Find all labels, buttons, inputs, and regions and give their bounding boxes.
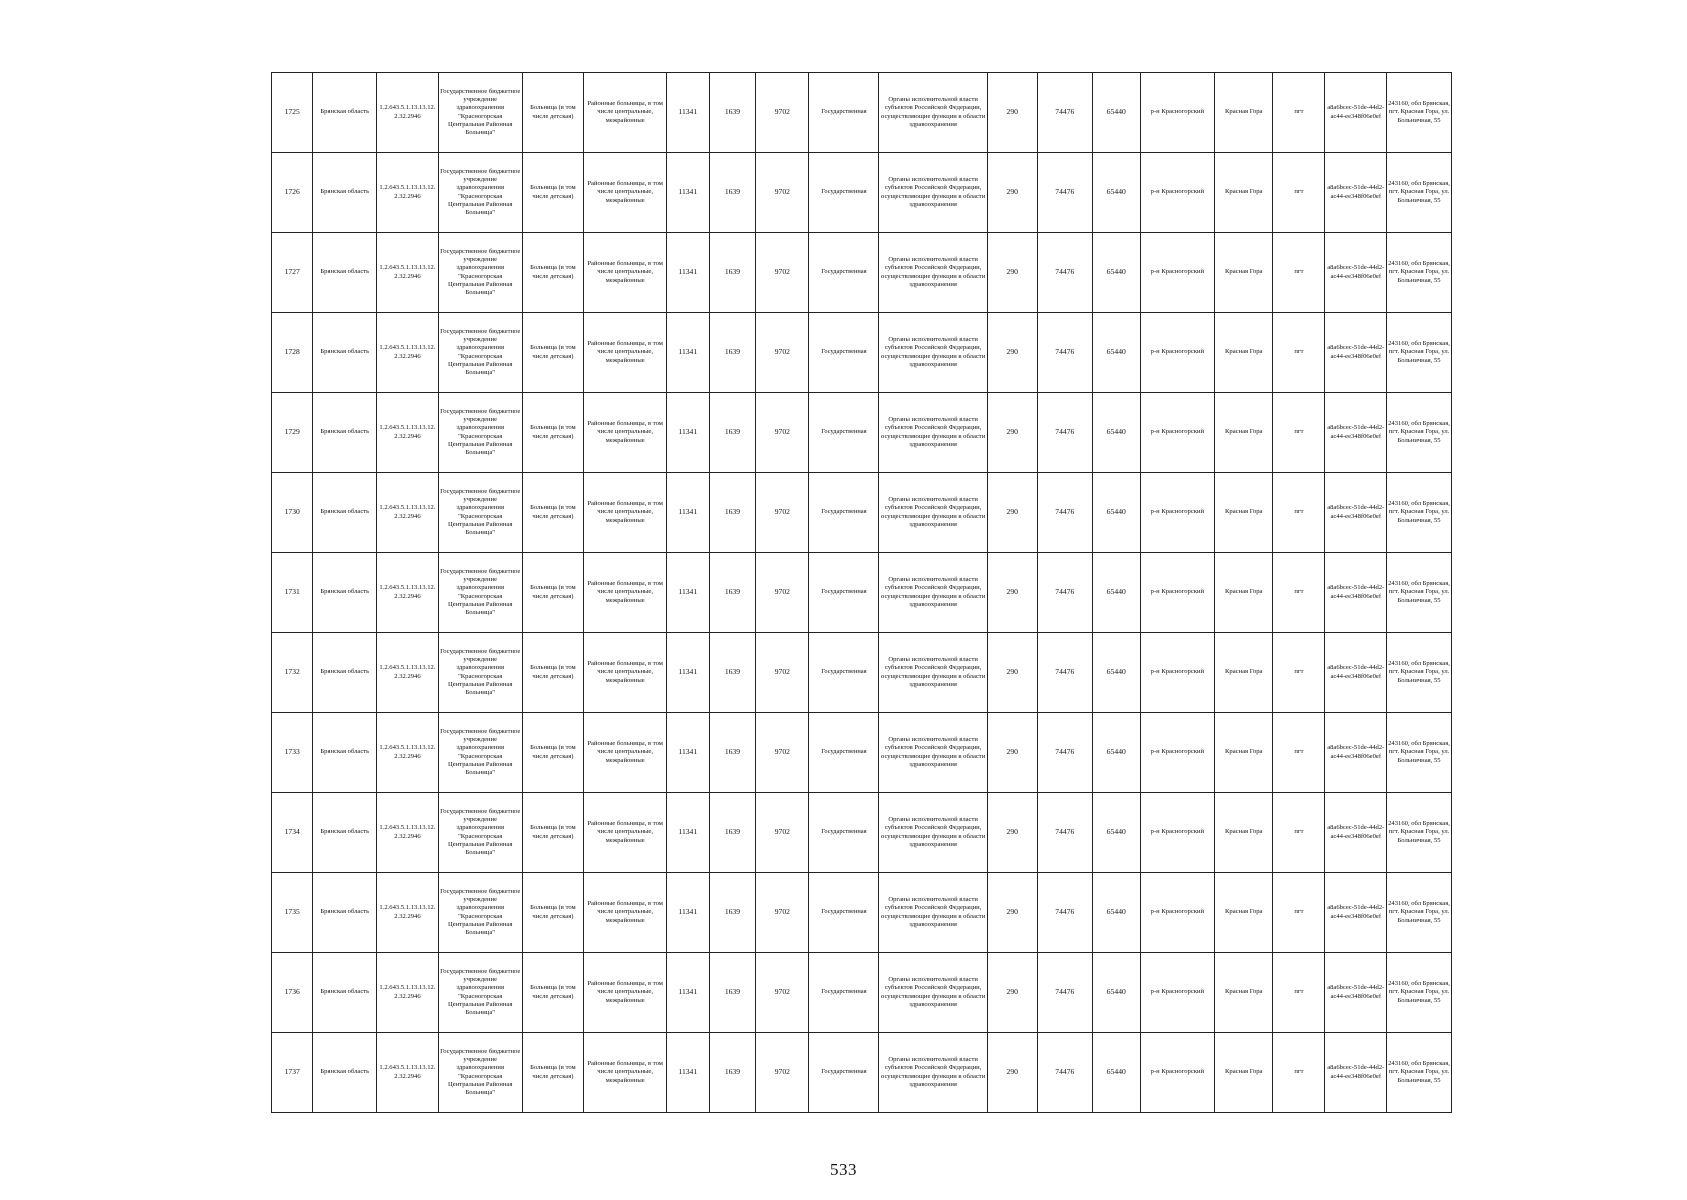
district-cell: р-н Красногорский — [1140, 1033, 1214, 1113]
locality-cell: Красная Гора — [1215, 233, 1273, 313]
code-b-cell: 1639 — [709, 473, 756, 553]
authority-cell: Органы исполнительной власти субъектов Российской Федерации, осуществляющие функции в области здравоохранения — [879, 553, 987, 633]
row-number: 1727 — [272, 233, 313, 313]
organization-name-cell: Государственное бюджетное учреждение здравоохранения "Красногорская Центральная Районная Больница" — [438, 553, 522, 633]
code-d-cell: 290 — [987, 153, 1037, 233]
registry-table-body — [272, 73, 1452, 1113]
row-number: 1737 — [272, 1033, 313, 1113]
ownership-cell: Государственная — [809, 73, 879, 153]
code-e-cell: 74476 — [1037, 873, 1092, 953]
code-b-cell: 1639 — [709, 793, 756, 873]
guid-cell: a8a6bcec-51de-44d2-ac44-ee348f06e0ef — [1325, 633, 1387, 713]
facility-type-cell: Больница (в том числе детская) — [522, 73, 584, 153]
region-cell: Брянская область — [313, 1033, 377, 1113]
code-d-cell: 290 — [987, 633, 1037, 713]
ownership-cell: Государственная — [809, 873, 879, 953]
code-c-cell: 9702 — [756, 393, 809, 473]
authority-cell: Органы исполнительной власти субъектов Российской Федерации, осуществляющие функции в области здравоохранения — [879, 793, 987, 873]
code-e-cell: 74476 — [1037, 73, 1092, 153]
oid-code-cell: 1.2.643.5.1.13.13.12.2.32.2946 — [377, 553, 439, 633]
code-a-cell: 11341 — [667, 233, 709, 313]
ownership-cell: Государственная — [809, 793, 879, 873]
code-b-cell: 1639 — [709, 1033, 756, 1113]
district-cell: р-н Красногорский — [1140, 633, 1214, 713]
code-e-cell: 74476 — [1037, 953, 1092, 1033]
code-e-cell: 74476 — [1037, 313, 1092, 393]
facility-type-cell: Больница (в том числе детская) — [522, 313, 584, 393]
code-f-cell: 65440 — [1092, 953, 1140, 1033]
code-d-cell: 290 — [987, 553, 1037, 633]
oid-code-cell: 1.2.643.5.1.13.13.12.2.32.2946 — [377, 73, 439, 153]
row-number: 1726 — [272, 153, 313, 233]
code-c-cell: 9702 — [756, 233, 809, 313]
code-b-cell: 1639 — [709, 633, 756, 713]
address-cell: 243160, обл Брянская, пгт. Красная Гора, ул. Больничная, 55 — [1387, 633, 1452, 713]
code-e-cell: 74476 — [1037, 553, 1092, 633]
region-cell: Брянская область — [313, 553, 377, 633]
code-d-cell: 290 — [987, 473, 1037, 553]
region-cell: Брянская область — [313, 633, 377, 713]
authority-cell: Органы исполнительной власти субъектов Российской Федерации, осуществляющие функции в области здравоохранения — [879, 313, 987, 393]
organization-name-cell: Государственное бюджетное учреждение здравоохранения "Красногорская Центральная Районная Больница" — [438, 793, 522, 873]
region-cell: Брянская область — [313, 793, 377, 873]
oid-code-cell: 1.2.643.5.1.13.13.12.2.32.2946 — [377, 713, 439, 793]
facility-type-cell: Больница (в том числе детская) — [522, 713, 584, 793]
registry-table — [271, 72, 1452, 1113]
locality-cell: Красная Гора — [1215, 633, 1273, 713]
authority-cell: Органы исполнительной власти субъектов Российской Федерации, осуществляющие функции в области здравоохранения — [879, 233, 987, 313]
code-b-cell: 1639 — [709, 73, 756, 153]
table-row — [272, 313, 1452, 393]
oid-code-cell: 1.2.643.5.1.13.13.12.2.32.2946 — [377, 473, 439, 553]
facility-category-cell: Районные больницы, в том числе центральные, межрайонные — [584, 153, 667, 233]
district-cell: р-н Красногорский — [1140, 393, 1214, 473]
facility-category-cell: Районные больницы, в том числе центральные, межрайонные — [584, 953, 667, 1033]
row-number: 1728 — [272, 313, 313, 393]
facility-category-cell: Районные больницы, в том числе центральные, межрайонные — [584, 393, 667, 473]
authority-cell: Органы исполнительной власти субъектов Российской Федерации, осуществляющие функции в области здравоохранения — [879, 713, 987, 793]
oid-code-cell: 1.2.643.5.1.13.13.12.2.32.2946 — [377, 393, 439, 473]
table-row — [272, 633, 1452, 713]
code-f-cell: 65440 — [1092, 633, 1140, 713]
table-row — [272, 713, 1452, 793]
code-e-cell: 74476 — [1037, 233, 1092, 313]
code-a-cell: 11341 — [667, 393, 709, 473]
table-row — [272, 553, 1452, 633]
table-row — [272, 793, 1452, 873]
organization-name-cell: Государственное бюджетное учреждение здравоохранения "Красногорская Центральная Районная Больница" — [438, 713, 522, 793]
address-cell: 243160, обл Брянская, пгт. Красная Гора, ул. Больничная, 55 — [1387, 953, 1452, 1033]
region-cell: Брянская область — [313, 313, 377, 393]
ownership-cell: Государственная — [809, 153, 879, 233]
settlement-type-cell: пгт — [1273, 473, 1325, 553]
organization-name-cell: Государственное бюджетное учреждение здравоохранения "Красногорская Центральная Районная Больница" — [438, 473, 522, 553]
organization-name-cell: Государственное бюджетное учреждение здравоохранения "Красногорская Центральная Районная Больница" — [438, 953, 522, 1033]
district-cell: р-н Красногорский — [1140, 873, 1214, 953]
district-cell: р-н Красногорский — [1140, 73, 1214, 153]
code-c-cell: 9702 — [756, 313, 809, 393]
facility-category-cell: Районные больницы, в том числе центральные, межрайонные — [584, 473, 667, 553]
code-c-cell: 9702 — [756, 1033, 809, 1113]
locality-cell: Красная Гора — [1215, 873, 1273, 953]
ownership-cell: Государственная — [809, 713, 879, 793]
address-cell: 243160, обл Брянская, пгт. Красная Гора, ул. Больничная, 55 — [1387, 153, 1452, 233]
address-cell: 243160, обл Брянская, пгт. Красная Гора, ул. Больничная, 55 — [1387, 393, 1452, 473]
code-d-cell: 290 — [987, 953, 1037, 1033]
oid-code-cell: 1.2.643.5.1.13.13.12.2.32.2946 — [377, 233, 439, 313]
region-cell: Брянская область — [313, 393, 377, 473]
oid-code-cell: 1.2.643.5.1.13.13.12.2.32.2946 — [377, 633, 439, 713]
address-cell: 243160, обл Брянская, пгт. Красная Гора, ул. Больничная, 55 — [1387, 233, 1452, 313]
code-b-cell: 1639 — [709, 153, 756, 233]
guid-cell: a8a6bcec-51de-44d2-ac44-ee348f06e0ef — [1325, 793, 1387, 873]
code-c-cell: 9702 — [756, 633, 809, 713]
code-e-cell: 74476 — [1037, 473, 1092, 553]
settlement-type-cell: пгт — [1273, 393, 1325, 473]
authority-cell: Органы исполнительной власти субъектов Российской Федерации, осуществляющие функции в области здравоохранения — [879, 473, 987, 553]
table-row — [272, 1033, 1452, 1113]
locality-cell: Красная Гора — [1215, 793, 1273, 873]
locality-cell: Красная Гора — [1215, 713, 1273, 793]
settlement-type-cell: пгт — [1273, 553, 1325, 633]
authority-cell: Органы исполнительной власти субъектов Российской Федерации, осуществляющие функции в области здравоохранения — [879, 153, 987, 233]
address-cell: 243160, обл Брянская, пгт. Красная Гора, ул. Больничная, 55 — [1387, 873, 1452, 953]
code-b-cell: 1639 — [709, 953, 756, 1033]
district-cell: р-н Красногорский — [1140, 313, 1214, 393]
facility-category-cell: Районные больницы, в том числе центральные, межрайонные — [584, 233, 667, 313]
authority-cell: Органы исполнительной власти субъектов Российской Федерации, осуществляющие функции в области здравоохранения — [879, 73, 987, 153]
code-f-cell: 65440 — [1092, 73, 1140, 153]
ownership-cell: Государственная — [809, 393, 879, 473]
ownership-cell: Государственная — [809, 233, 879, 313]
region-cell: Брянская область — [313, 153, 377, 233]
address-cell: 243160, обл Брянская, пгт. Красная Гора, ул. Больничная, 55 — [1387, 713, 1452, 793]
locality-cell: Красная Гора — [1215, 153, 1273, 233]
row-number: 1725 — [272, 73, 313, 153]
organization-name-cell: Государственное бюджетное учреждение здравоохранения "Красногорская Центральная Районная Больница" — [438, 153, 522, 233]
code-b-cell: 1639 — [709, 873, 756, 953]
table-row — [272, 393, 1452, 473]
code-f-cell: 65440 — [1092, 473, 1140, 553]
organization-name-cell: Государственное бюджетное учреждение здравоохранения "Красногорская Центральная Районная Больница" — [438, 233, 522, 313]
code-a-cell: 11341 — [667, 473, 709, 553]
code-f-cell: 65440 — [1092, 393, 1140, 473]
guid-cell: a8a6bcec-51de-44d2-ac44-ee348f06e0ef — [1325, 393, 1387, 473]
guid-cell: a8a6bcec-51de-44d2-ac44-ee348f06e0ef — [1325, 873, 1387, 953]
row-number: 1729 — [272, 393, 313, 473]
authority-cell: Органы исполнительной власти субъектов Российской Федерации, осуществляющие функции в области здравоохранения — [879, 1033, 987, 1113]
locality-cell: Красная Гора — [1215, 73, 1273, 153]
row-number: 1735 — [272, 873, 313, 953]
guid-cell: a8a6bcec-51de-44d2-ac44-ee348f06e0ef — [1325, 1033, 1387, 1113]
code-f-cell: 65440 — [1092, 1033, 1140, 1113]
code-d-cell: 290 — [987, 793, 1037, 873]
guid-cell: a8a6bcec-51de-44d2-ac44-ee348f06e0ef — [1325, 473, 1387, 553]
address-cell: 243160, обл Брянская, пгт. Красная Гора, ул. Больничная, 55 — [1387, 1033, 1452, 1113]
region-cell: Брянская область — [313, 233, 377, 313]
organization-name-cell: Государственное бюджетное учреждение здравоохранения "Красногорская Центральная Районная Больница" — [438, 633, 522, 713]
settlement-type-cell: пгт — [1273, 313, 1325, 393]
facility-category-cell: Районные больницы, в том числе центральные, межрайонные — [584, 713, 667, 793]
region-cell: Брянская область — [313, 873, 377, 953]
authority-cell: Органы исполнительной власти субъектов Российской Федерации, осуществляющие функции в области здравоохранения — [879, 393, 987, 473]
settlement-type-cell: пгт — [1273, 633, 1325, 713]
code-d-cell: 290 — [987, 713, 1037, 793]
code-f-cell: 65440 — [1092, 713, 1140, 793]
row-number: 1734 — [272, 793, 313, 873]
organization-name-cell: Государственное бюджетное учреждение здравоохранения "Красногорская Центральная Районная Больница" — [438, 73, 522, 153]
table-row — [272, 73, 1452, 153]
code-a-cell: 11341 — [667, 1033, 709, 1113]
code-f-cell: 65440 — [1092, 553, 1140, 633]
row-number: 1730 — [272, 473, 313, 553]
facility-category-cell: Районные больницы, в том числе центральные, межрайонные — [584, 313, 667, 393]
code-d-cell: 290 — [987, 393, 1037, 473]
code-c-cell: 9702 — [756, 73, 809, 153]
facility-type-cell: Больница (в том числе детская) — [522, 793, 584, 873]
code-b-cell: 1639 — [709, 393, 756, 473]
facility-category-cell: Районные больницы, в том числе центральные, межрайонные — [584, 873, 667, 953]
address-cell: 243160, обл Брянская, пгт. Красная Гора, ул. Больничная, 55 — [1387, 313, 1452, 393]
code-f-cell: 65440 — [1092, 793, 1140, 873]
authority-cell: Органы исполнительной власти субъектов Российской Федерации, осуществляющие функции в области здравоохранения — [879, 633, 987, 713]
guid-cell: a8a6bcec-51de-44d2-ac44-ee348f06e0ef — [1325, 553, 1387, 633]
facility-type-cell: Больница (в том числе детская) — [522, 1033, 584, 1113]
code-a-cell: 11341 — [667, 553, 709, 633]
code-c-cell: 9702 — [756, 153, 809, 233]
facility-category-cell: Районные больницы, в том числе центральные, межрайонные — [584, 73, 667, 153]
code-c-cell: 9702 — [756, 793, 809, 873]
code-c-cell: 9702 — [756, 473, 809, 553]
code-f-cell: 65440 — [1092, 313, 1140, 393]
code-a-cell: 11341 — [667, 953, 709, 1033]
code-d-cell: 290 — [987, 73, 1037, 153]
code-a-cell: 11341 — [667, 713, 709, 793]
facility-category-cell: Районные больницы, в том числе центральные, межрайонные — [584, 553, 667, 633]
guid-cell: a8a6bcec-51de-44d2-ac44-ee348f06e0ef — [1325, 153, 1387, 233]
address-cell: 243160, обл Брянская, пгт. Красная Гора, ул. Больничная, 55 — [1387, 553, 1452, 633]
oid-code-cell: 1.2.643.5.1.13.13.12.2.32.2946 — [377, 793, 439, 873]
authority-cell: Органы исполнительной власти субъектов Российской Федерации, осуществляющие функции в области здравоохранения — [879, 953, 987, 1033]
locality-cell: Красная Гора — [1215, 313, 1273, 393]
code-c-cell: 9702 — [756, 553, 809, 633]
table-row — [272, 873, 1452, 953]
ownership-cell: Государственная — [809, 553, 879, 633]
code-b-cell: 1639 — [709, 553, 756, 633]
organization-name-cell: Государственное бюджетное учреждение здравоохранения "Красногорская Центральная Районная Больница" — [438, 1033, 522, 1113]
district-cell: р-н Красногорский — [1140, 713, 1214, 793]
row-number: 1733 — [272, 713, 313, 793]
address-cell: 243160, обл Брянская, пгт. Красная Гора, ул. Больничная, 55 — [1387, 73, 1452, 153]
oid-code-cell: 1.2.643.5.1.13.13.12.2.32.2946 — [377, 1033, 439, 1113]
oid-code-cell: 1.2.643.5.1.13.13.12.2.32.2946 — [377, 313, 439, 393]
locality-cell: Красная Гора — [1215, 953, 1273, 1033]
facility-category-cell: Районные больницы, в том числе центральные, межрайонные — [584, 1033, 667, 1113]
settlement-type-cell: пгт — [1273, 713, 1325, 793]
code-f-cell: 65440 — [1092, 153, 1140, 233]
region-cell: Брянская область — [313, 953, 377, 1033]
code-a-cell: 11341 — [667, 153, 709, 233]
facility-category-cell: Районные больницы, в том числе центральные, межрайонные — [584, 633, 667, 713]
row-number: 1731 — [272, 553, 313, 633]
facility-type-cell: Больница (в том числе детская) — [522, 873, 584, 953]
code-e-cell: 74476 — [1037, 153, 1092, 233]
code-d-cell: 290 — [987, 873, 1037, 953]
code-d-cell: 290 — [987, 1033, 1037, 1113]
region-cell: Брянская область — [313, 73, 377, 153]
code-b-cell: 1639 — [709, 313, 756, 393]
district-cell: р-н Красногорский — [1140, 553, 1214, 633]
locality-cell: Красная Гора — [1215, 553, 1273, 633]
page-number: 533 — [830, 1160, 857, 1179]
district-cell: р-н Красногорский — [1140, 153, 1214, 233]
code-b-cell: 1639 — [709, 233, 756, 313]
organization-name-cell: Государственное бюджетное учреждение здравоохранения "Красногорская Центральная Районная Больница" — [438, 393, 522, 473]
facility-category-cell: Районные больницы, в том числе центральные, межрайонные — [584, 793, 667, 873]
code-a-cell: 11341 — [667, 873, 709, 953]
facility-type-cell: Больница (в том числе детская) — [522, 953, 584, 1033]
settlement-type-cell: пгт — [1273, 873, 1325, 953]
facility-type-cell: Больница (в том числе детская) — [522, 393, 584, 473]
ownership-cell: Государственная — [809, 633, 879, 713]
locality-cell: Красная Гора — [1215, 473, 1273, 553]
address-cell: 243160, обл Брянская, пгт. Красная Гора, ул. Больничная, 55 — [1387, 793, 1452, 873]
code-e-cell: 74476 — [1037, 793, 1092, 873]
code-f-cell: 65440 — [1092, 233, 1140, 313]
code-c-cell: 9702 — [756, 873, 809, 953]
facility-type-cell: Больница (в том числе детская) — [522, 233, 584, 313]
district-cell: р-н Красногорский — [1140, 793, 1214, 873]
code-a-cell: 11341 — [667, 313, 709, 393]
code-a-cell: 11341 — [667, 73, 709, 153]
district-cell: р-н Красногорский — [1140, 473, 1214, 553]
guid-cell: a8a6bcec-51de-44d2-ac44-ee348f06e0ef — [1325, 73, 1387, 153]
region-cell: Брянская область — [313, 473, 377, 553]
code-e-cell: 74476 — [1037, 713, 1092, 793]
organization-name-cell: Государственное бюджетное учреждение здравоохранения "Красногорская Центральная Районная Больница" — [438, 313, 522, 393]
table-row — [272, 473, 1452, 553]
guid-cell: a8a6bcec-51de-44d2-ac44-ee348f06e0ef — [1325, 713, 1387, 793]
row-number: 1732 — [272, 633, 313, 713]
address-cell: 243160, обл Брянская, пгт. Красная Гора, ул. Больничная, 55 — [1387, 473, 1452, 553]
facility-type-cell: Больница (в том числе детская) — [522, 553, 584, 633]
settlement-type-cell: пгт — [1273, 793, 1325, 873]
oid-code-cell: 1.2.643.5.1.13.13.12.2.32.2946 — [377, 953, 439, 1033]
district-cell: р-н Красногорский — [1140, 233, 1214, 313]
code-d-cell: 290 — [987, 313, 1037, 393]
region-cell: Брянская область — [313, 713, 377, 793]
code-b-cell: 1639 — [709, 713, 756, 793]
settlement-type-cell: пгт — [1273, 1033, 1325, 1113]
code-d-cell: 290 — [987, 233, 1037, 313]
settlement-type-cell: пгт — [1273, 153, 1325, 233]
guid-cell: a8a6bcec-51de-44d2-ac44-ee348f06e0ef — [1325, 953, 1387, 1033]
facility-type-cell: Больница (в том числе детская) — [522, 153, 584, 233]
ownership-cell: Государственная — [809, 1033, 879, 1113]
ownership-cell: Государственная — [809, 313, 879, 393]
oid-code-cell: 1.2.643.5.1.13.13.12.2.32.2946 — [377, 873, 439, 953]
code-c-cell: 9702 — [756, 953, 809, 1033]
table-row — [272, 953, 1452, 1033]
row-number: 1736 — [272, 953, 313, 1033]
code-e-cell: 74476 — [1037, 393, 1092, 473]
guid-cell: a8a6bcec-51de-44d2-ac44-ee348f06e0ef — [1325, 233, 1387, 313]
facility-type-cell: Больница (в том числе детская) — [522, 633, 584, 713]
table-row — [272, 153, 1452, 233]
authority-cell: Органы исполнительной власти субъектов Российской Федерации, осуществляющие функции в области здравоохранения — [879, 873, 987, 953]
table-row — [272, 233, 1452, 313]
facility-type-cell: Больница (в том числе детская) — [522, 473, 584, 553]
ownership-cell: Государственная — [809, 473, 879, 553]
code-a-cell: 11341 — [667, 633, 709, 713]
district-cell: р-н Красногорский — [1140, 953, 1214, 1033]
locality-cell: Красная Гора — [1215, 1033, 1273, 1113]
ownership-cell: Государственная — [809, 953, 879, 1033]
organization-name-cell: Государственное бюджетное учреждение здравоохранения "Красногорская Центральная Районная Больница" — [438, 873, 522, 953]
code-a-cell: 11341 — [667, 793, 709, 873]
code-f-cell: 65440 — [1092, 873, 1140, 953]
settlement-type-cell: пгт — [1273, 233, 1325, 313]
code-e-cell: 74476 — [1037, 633, 1092, 713]
settlement-type-cell: пгт — [1273, 953, 1325, 1033]
code-c-cell: 9702 — [756, 713, 809, 793]
settlement-type-cell: пгт — [1273, 73, 1325, 153]
locality-cell: Красная Гора — [1215, 393, 1273, 473]
code-e-cell: 74476 — [1037, 1033, 1092, 1113]
oid-code-cell: 1.2.643.5.1.13.13.12.2.32.2946 — [377, 153, 439, 233]
guid-cell: a8a6bcec-51de-44d2-ac44-ee348f06e0ef — [1325, 313, 1387, 393]
